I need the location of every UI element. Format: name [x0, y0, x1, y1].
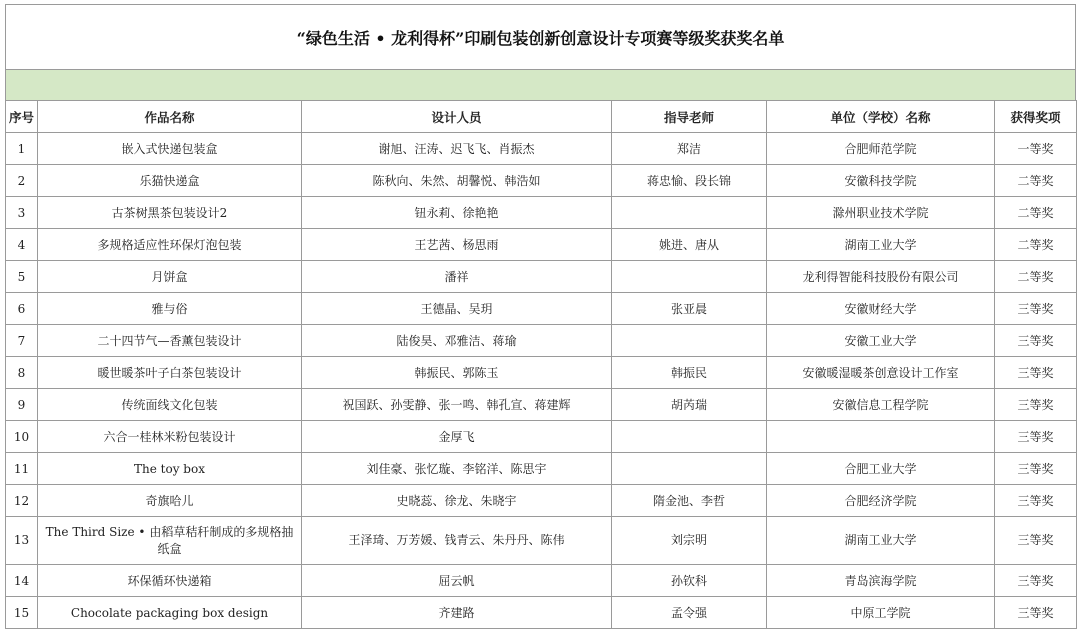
cell-designers: 屈云帆 [302, 565, 612, 597]
cell-unit: 龙利得智能科技股份有限公司 [767, 261, 995, 293]
cell-no: 13 [6, 517, 38, 565]
cell-award: 三等奖 [995, 453, 1077, 485]
cell-no: 11 [6, 453, 38, 485]
cell-designers: 王艺茜、杨思雨 [302, 229, 612, 261]
column-header-advisor: 指导老师 [612, 101, 767, 133]
cell-award: 三等奖 [995, 421, 1077, 453]
cell-unit: 青岛滨海学院 [767, 565, 995, 597]
table-row [6, 485, 1077, 517]
cell-designers: 王德晶、吴玥 [302, 293, 612, 325]
cell-work: 六合一桂林米粉包装设计 [38, 421, 302, 453]
award-sheet [5, 4, 1076, 629]
cell-award: 二等奖 [995, 197, 1077, 229]
cell-advisor: 孙钦科 [612, 565, 767, 597]
table-row [6, 517, 1077, 565]
cell-no: 1 [6, 133, 38, 165]
table-header-row [6, 101, 1077, 133]
cell-unit: 安徽科技学院 [767, 165, 995, 197]
cell-advisor: 刘宗明 [612, 517, 767, 565]
cell-award: 三等奖 [995, 597, 1077, 629]
cell-no: 12 [6, 485, 38, 517]
table-row [6, 325, 1077, 357]
table-row [6, 597, 1077, 629]
table-row [6, 357, 1077, 389]
cell-award: 二等奖 [995, 261, 1077, 293]
cell-designers: 祝国跃、孙雯静、张一鸣、韩孔宣、蒋建辉 [302, 389, 612, 421]
column-header-award: 获得奖项 [995, 101, 1077, 133]
cell-unit: 合肥工业大学 [767, 453, 995, 485]
cell-advisor: 张亚晨 [612, 293, 767, 325]
cell-award: 一等奖 [995, 133, 1077, 165]
cell-unit: 滁州职业技术学院 [767, 197, 995, 229]
cell-advisor [612, 325, 767, 357]
cell-no: 10 [6, 421, 38, 453]
cell-designers: 谢旭、汪涛、迟飞飞、肖振杰 [302, 133, 612, 165]
cell-award: 三等奖 [995, 389, 1077, 421]
cell-designers: 钮永莉、徐艳艳 [302, 197, 612, 229]
cell-advisor: 蒋忠愉、段长锦 [612, 165, 767, 197]
table-row [6, 389, 1077, 421]
cell-award: 二等奖 [995, 229, 1077, 261]
cell-award: 二等奖 [995, 165, 1077, 197]
cell-work: 雅与俗 [38, 293, 302, 325]
cell-designers: 潘祥 [302, 261, 612, 293]
column-header-designers: 设计人员 [302, 101, 612, 133]
cell-no: 3 [6, 197, 38, 229]
cell-advisor: 郑洁 [612, 133, 767, 165]
cell-no: 2 [6, 165, 38, 197]
table-row [6, 165, 1077, 197]
cell-work: 奇旗哈儿 [38, 485, 302, 517]
cell-no: 7 [6, 325, 38, 357]
cell-award: 三等奖 [995, 325, 1077, 357]
cell-work: 环保循环快递箱 [38, 565, 302, 597]
cell-designers: 史晓蕊、徐龙、朱晓宇 [302, 485, 612, 517]
cell-advisor: 孟令强 [612, 597, 767, 629]
cell-advisor [612, 261, 767, 293]
cell-unit: 安徽财经大学 [767, 293, 995, 325]
cell-award: 三等奖 [995, 357, 1077, 389]
cell-unit: 安徽工业大学 [767, 325, 995, 357]
cell-advisor [612, 421, 767, 453]
cell-award: 三等奖 [995, 293, 1077, 325]
cell-designers: 韩振民、郭陈玉 [302, 357, 612, 389]
cell-unit: 湖南工业大学 [767, 229, 995, 261]
header-band [5, 70, 1076, 100]
cell-unit: 安徽暖湿暖茶创意设计工作室 [767, 357, 995, 389]
cell-work: 嵌入式快递包装盒 [38, 133, 302, 165]
cell-award: 三等奖 [995, 485, 1077, 517]
cell-work: 传统面线文化包装 [38, 389, 302, 421]
cell-unit [767, 421, 995, 453]
cell-work: The Third Size • 由稻草秸秆制成的多规格抽纸盒 [38, 517, 302, 565]
cell-work: 古茶树黑茶包装设计2 [38, 197, 302, 229]
sheet-title: “绿色生活 • 龙利得杯”印刷包装创新创意设计专项赛等级奖获奖名单 [5, 4, 1076, 70]
column-header-no: 序号 [6, 101, 38, 133]
cell-award: 三等奖 [995, 517, 1077, 565]
cell-advisor [612, 197, 767, 229]
cell-designers: 齐建路 [302, 597, 612, 629]
cell-no: 4 [6, 229, 38, 261]
cell-advisor: 隋金池、李哲 [612, 485, 767, 517]
cell-advisor: 韩振民 [612, 357, 767, 389]
cell-work: 乐猫快递盒 [38, 165, 302, 197]
cell-unit: 湖南工业大学 [767, 517, 995, 565]
cell-designers: 陈秋向、朱然、胡馨悦、韩浩如 [302, 165, 612, 197]
column-header-unit: 单位（学校）名称 [767, 101, 995, 133]
table-row [6, 261, 1077, 293]
cell-designers: 金厚飞 [302, 421, 612, 453]
cell-work: Chocolate packaging box design [38, 597, 302, 629]
column-header-work: 作品名称 [38, 101, 302, 133]
cell-advisor: 姚进、唐从 [612, 229, 767, 261]
cell-advisor: 胡芮瑞 [612, 389, 767, 421]
cell-designers: 刘佳豪、张忆璇、李铭洋、陈思宇 [302, 453, 612, 485]
cell-designers: 陆俊昊、邓雅洁、蒋瑜 [302, 325, 612, 357]
table-row [6, 293, 1077, 325]
cell-unit: 合肥经济学院 [767, 485, 995, 517]
cell-work: 暖世暖茶叶子白茶包装设计 [38, 357, 302, 389]
table-row [6, 453, 1077, 485]
table-row [6, 229, 1077, 261]
cell-no: 9 [6, 389, 38, 421]
cell-no: 8 [6, 357, 38, 389]
cell-no: 5 [6, 261, 38, 293]
cell-award: 三等奖 [995, 565, 1077, 597]
cell-no: 15 [6, 597, 38, 629]
cell-unit: 合肥师范学院 [767, 133, 995, 165]
cell-work: 月饼盒 [38, 261, 302, 293]
cell-work: The toy box [38, 453, 302, 485]
cell-designers: 王泽琦、万芳媛、钱青云、朱丹丹、陈伟 [302, 517, 612, 565]
table-row [6, 133, 1077, 165]
cell-work: 多规格适应性环保灯泡包装 [38, 229, 302, 261]
cell-no: 14 [6, 565, 38, 597]
table-row [6, 565, 1077, 597]
cell-unit: 中原工学院 [767, 597, 995, 629]
table-row [6, 197, 1077, 229]
cell-no: 6 [6, 293, 38, 325]
table-row [6, 421, 1077, 453]
award-table [5, 100, 1077, 629]
cell-work: 二十四节气—香薰包装设计 [38, 325, 302, 357]
cell-unit: 安徽信息工程学院 [767, 389, 995, 421]
cell-advisor [612, 453, 767, 485]
